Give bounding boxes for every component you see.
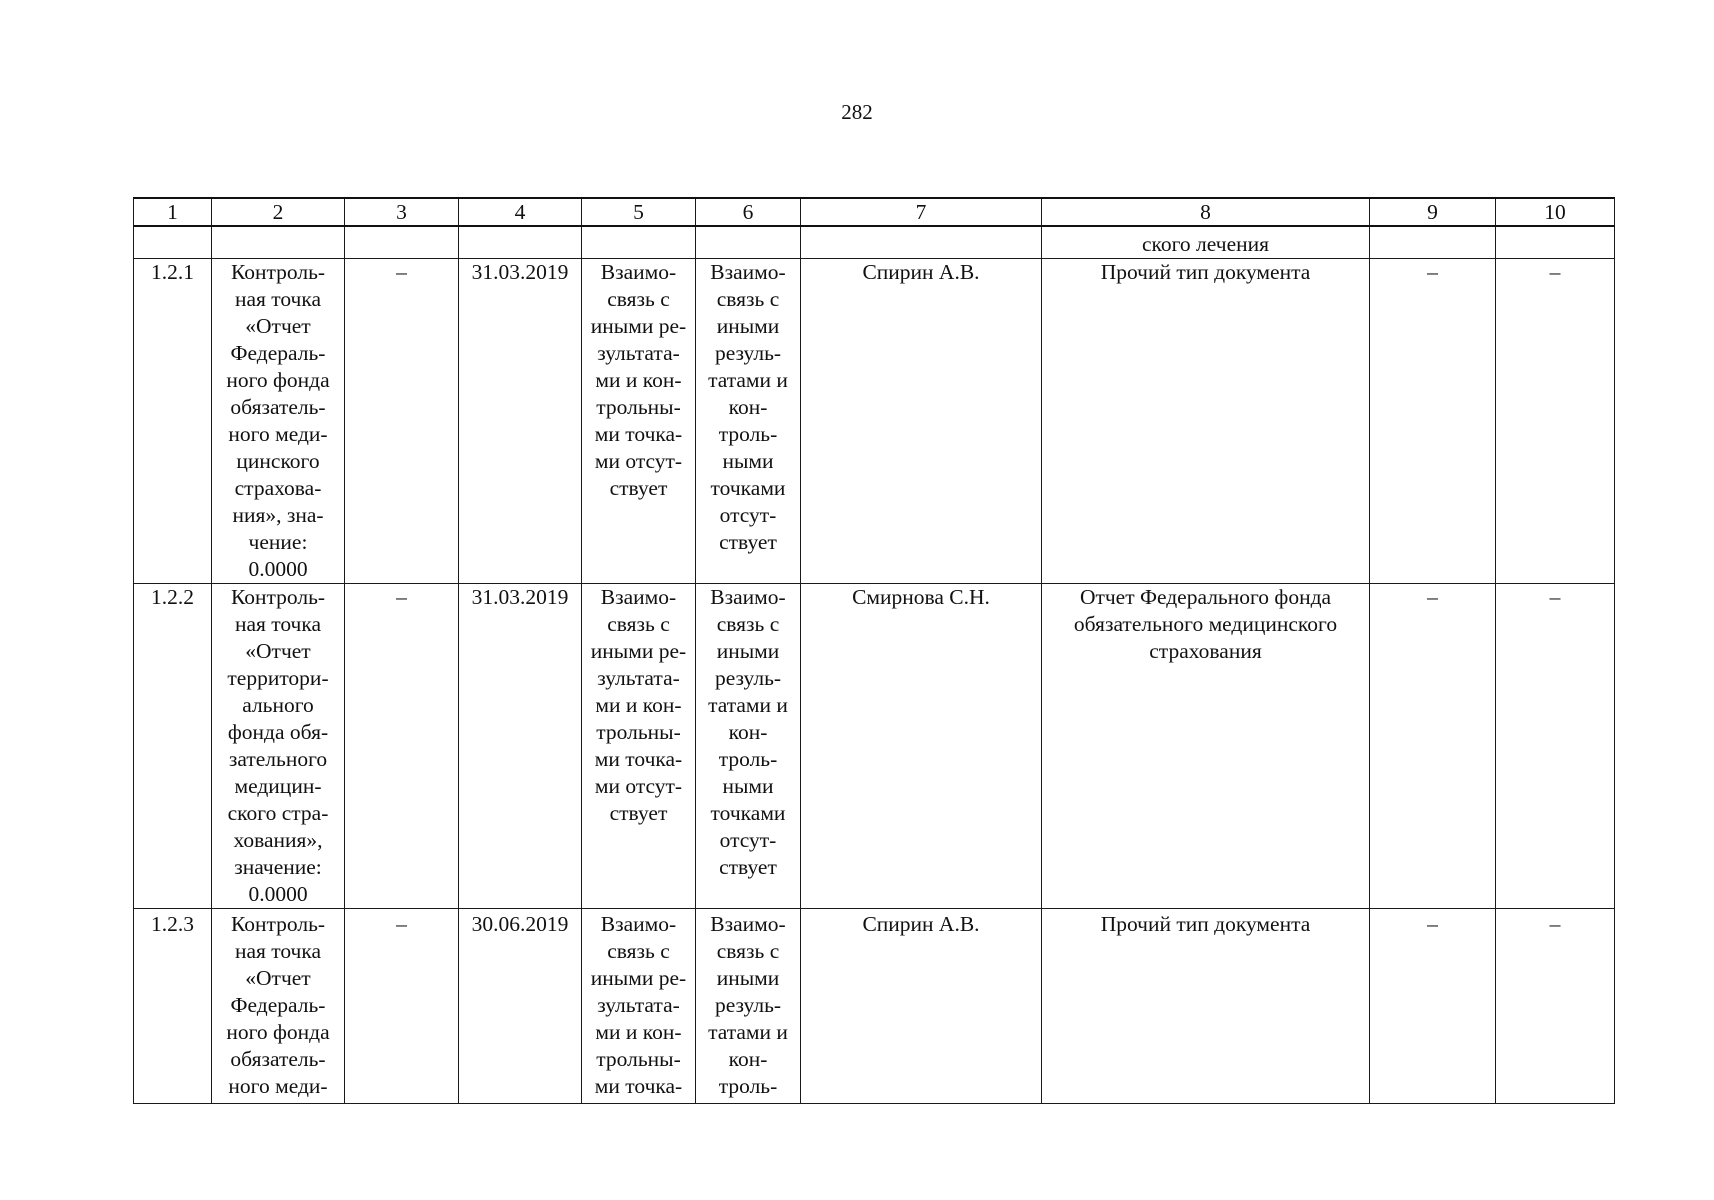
column-number-row xyxy=(134,198,1615,226)
table-row xyxy=(134,584,1615,909)
row-document-type: Отчет Федерального фонда обязательного медицинского страхования xyxy=(1073,585,1338,663)
row-col5: Взаимо- связь с иными ре- зультата- ми и кон- трольны- ми точка- ми отсут- ствует xyxy=(590,585,687,825)
row-col6: Взаимо- связь с иными резуль- татами и кон- троль- ными точками отсут- ствует xyxy=(708,260,788,554)
row-number: 1.2.2 xyxy=(151,585,194,609)
row-document-type: Прочий тип документа xyxy=(1100,260,1311,284)
row-description: Контроль- ная точка «Отчет Федераль- ного фонда обязатель- ного меди- цинского страхова- ния», зна- чение: 0.0000 xyxy=(226,260,330,581)
continuation-row xyxy=(134,226,1615,259)
row-col10: – xyxy=(1549,260,1561,284)
row-col9: – xyxy=(1427,585,1438,609)
row-date: 31.03.2019 xyxy=(471,585,569,609)
table-row xyxy=(134,259,1615,584)
column-header-6: 6 xyxy=(696,198,801,226)
row-col6: Взаимо- связь с иными резуль- татами и кон- троль- ными точками отсут- ствует xyxy=(708,585,788,879)
row-col6: Взаимо- связь с иными резуль- татами и кон- троль- xyxy=(708,912,788,1098)
column-header-4: 4 xyxy=(459,198,582,226)
row-date: 30.06.2019 xyxy=(471,912,569,936)
row-number: 1.2.1 xyxy=(151,260,194,284)
column-header-1: 1 xyxy=(134,198,212,226)
row-col5: Взаимо- связь с иными ре- зультата- ми и кон- трольны- ми точка- ми отсут- ствует xyxy=(590,260,687,500)
column-header-8: 8 xyxy=(1042,198,1370,226)
column-header-7: 7 xyxy=(801,198,1042,226)
row-col9: – xyxy=(1427,912,1438,936)
row-col3: – xyxy=(396,260,407,284)
row-document-type: Прочий тип документа xyxy=(1100,912,1311,936)
row-responsible: Спирин А.В. xyxy=(862,260,980,284)
continuation-text: ского лечения xyxy=(1042,226,1370,259)
column-header-2: 2 xyxy=(212,198,345,226)
column-header-10: 10 xyxy=(1496,198,1615,226)
row-col3: – xyxy=(396,912,407,936)
row-col5: Взаимо- связь с иными ре- зультата- ми и кон- трольны- ми точка- xyxy=(590,912,687,1098)
page-number: 282 xyxy=(841,100,873,124)
row-col10: – xyxy=(1549,912,1561,936)
column-header-3: 3 xyxy=(345,198,459,226)
control-points-table xyxy=(133,197,1615,1104)
row-responsible: Смирнова С.Н. xyxy=(852,585,990,609)
row-col3: – xyxy=(396,585,407,609)
row-responsible: Спирин А.В. xyxy=(862,912,980,936)
table-row xyxy=(134,909,1615,1104)
column-header-5: 5 xyxy=(582,198,696,226)
row-date: 31.03.2019 xyxy=(471,260,569,284)
row-description: Контроль- ная точка «Отчет Федераль- ного фонда обязатель- ного меди- xyxy=(226,912,330,1098)
column-header-9: 9 xyxy=(1370,198,1496,226)
row-description: Контроль- ная точка «Отчет территори- ального фонда обя- зательного медицин- ского стра- хования», значение: 0.0000 xyxy=(227,585,329,906)
row-col9: – xyxy=(1427,260,1438,284)
row-col10: – xyxy=(1549,585,1561,609)
row-number: 1.2.3 xyxy=(151,912,194,936)
